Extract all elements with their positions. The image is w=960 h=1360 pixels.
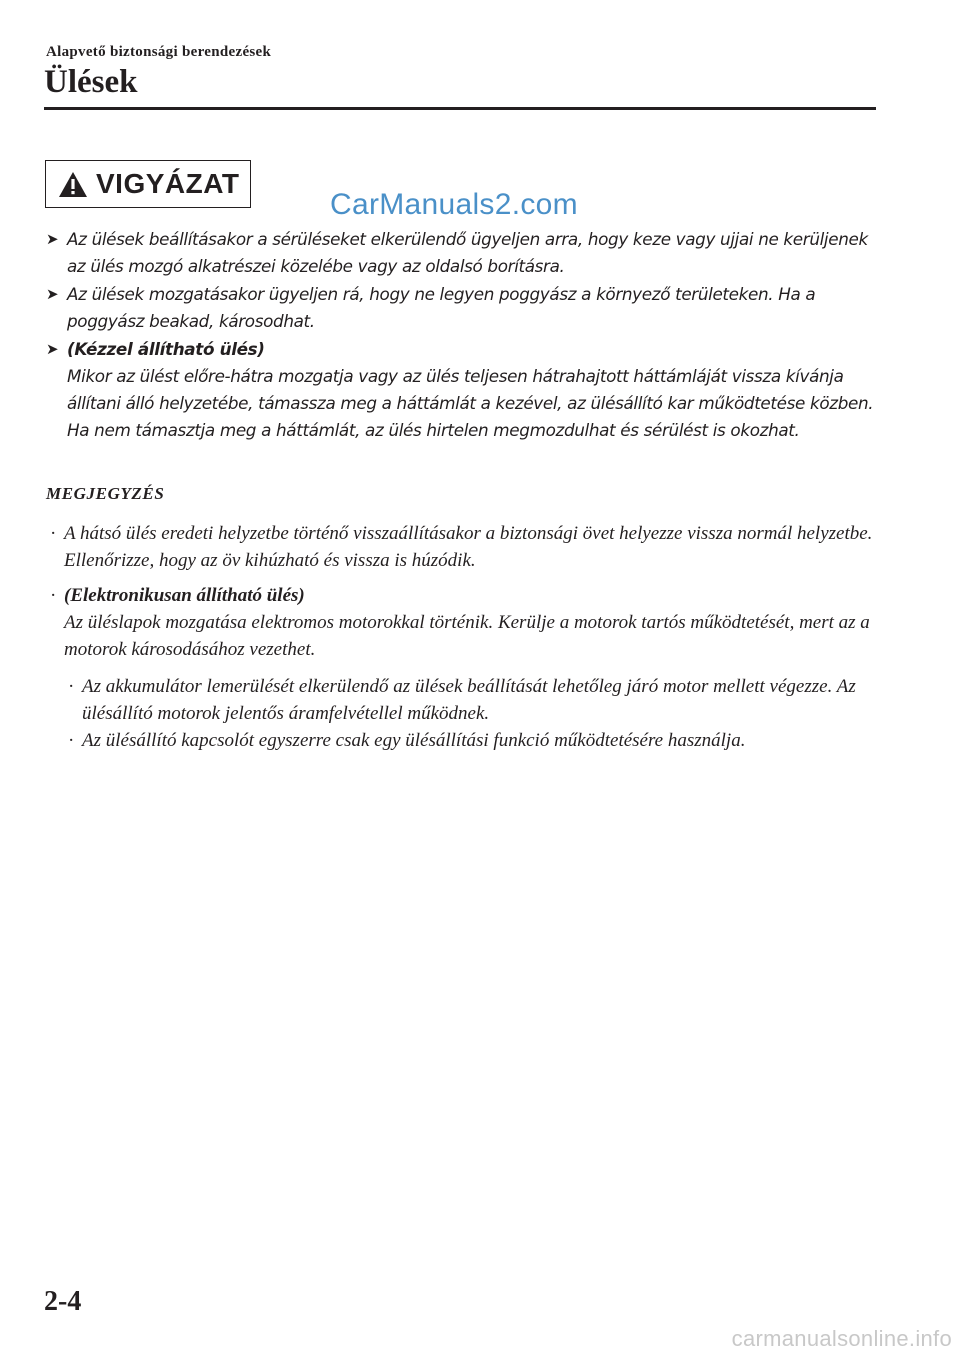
watermark: CarManuals2.com	[330, 188, 578, 221]
caution-text: Mikor az ülést előre-hátra mozgatja vagy az ülés teljesen hátrahajtott háttámláját vissza kívánja állítani álló helyzetébe, támassza meg a háttámlát a kezével, az ülésállító kar működtetése közben. Ha nem támasztja meg a háttámlát, az ülés hirtelen megmozdulhat és sérülést is okozhat.	[67, 366, 874, 440]
warning-box	[45, 160, 251, 208]
header-rule	[44, 107, 876, 110]
note-text: Az üléslapok mozgatása elektromos motorokkal történik. Kerülje a motorok tartós működtetését, mert az a motorok károsodásához vezethet.	[64, 612, 870, 660]
section-label: Alapvető biztonsági berendezések	[46, 44, 272, 60]
note-item	[46, 582, 876, 754]
dot-bullet-icon: ·	[68, 676, 75, 697]
dot-bullet-icon: ·	[50, 585, 57, 606]
warning-label: VIGYÁZAT	[96, 168, 240, 199]
footer-site: carmanualsonline.info	[731, 1326, 952, 1351]
sub-list	[64, 673, 876, 754]
caution-heading: (Kézzel állítható ülés)	[67, 339, 265, 359]
sub-text: Az akkumulátor lemerülését elkerülendő az ülések beállítását lehetőleg járó motor mellett végezze. Az ülésállító motorok jelentős áramfelvétellel működnek.	[82, 676, 856, 724]
caution-list	[46, 226, 876, 445]
note-heading-item: (Elektronikusan állítható ülés)	[64, 585, 305, 606]
sub-text: Az ülésállító kapcsolót egyszerre csak egy ülésállítási funkció működtetésére használja.	[82, 730, 746, 751]
caution-item	[46, 281, 876, 335]
sub-item	[64, 727, 876, 754]
caution-item	[46, 226, 876, 280]
sub-item	[64, 673, 876, 727]
note-list	[46, 520, 876, 762]
arrow-bullet-icon: ➤	[46, 340, 59, 358]
note-heading: MEGJEGYZÉS	[46, 484, 165, 503]
note-text: A hátsó ülés eredeti helyzetbe történő visszaállításakor a biztonsági övet helyezze vissza normál helyzetbe. Ellenőrizze, hogy az öv kihúzható és vissza is húzódik.	[64, 523, 873, 571]
arrow-bullet-icon: ➤	[46, 285, 59, 303]
caution-text: Az ülések mozgatásakor ügyeljen rá, hogy ne legyen poggyász a környező területeken. Ha a poggyász beakad, károsodhat.	[67, 284, 816, 331]
caution-text: Az ülések beállításakor a sérüléseket elkerülendő ügyeljen arra, hogy keze vagy ujjai ne kerüljenek az ülés mozgó alkatrészei közelébe vagy az oldalsó borításra.	[67, 229, 868, 276]
caution-item	[46, 336, 876, 444]
arrow-bullet-icon: ➤	[46, 230, 59, 248]
page-number: 2-4	[44, 1286, 82, 1317]
note-item	[46, 520, 876, 574]
page-title: Ülések	[44, 64, 138, 100]
dot-bullet-icon: ·	[68, 730, 75, 751]
warning-triangle-icon	[58, 171, 88, 198]
dot-bullet-icon: ·	[50, 523, 57, 544]
